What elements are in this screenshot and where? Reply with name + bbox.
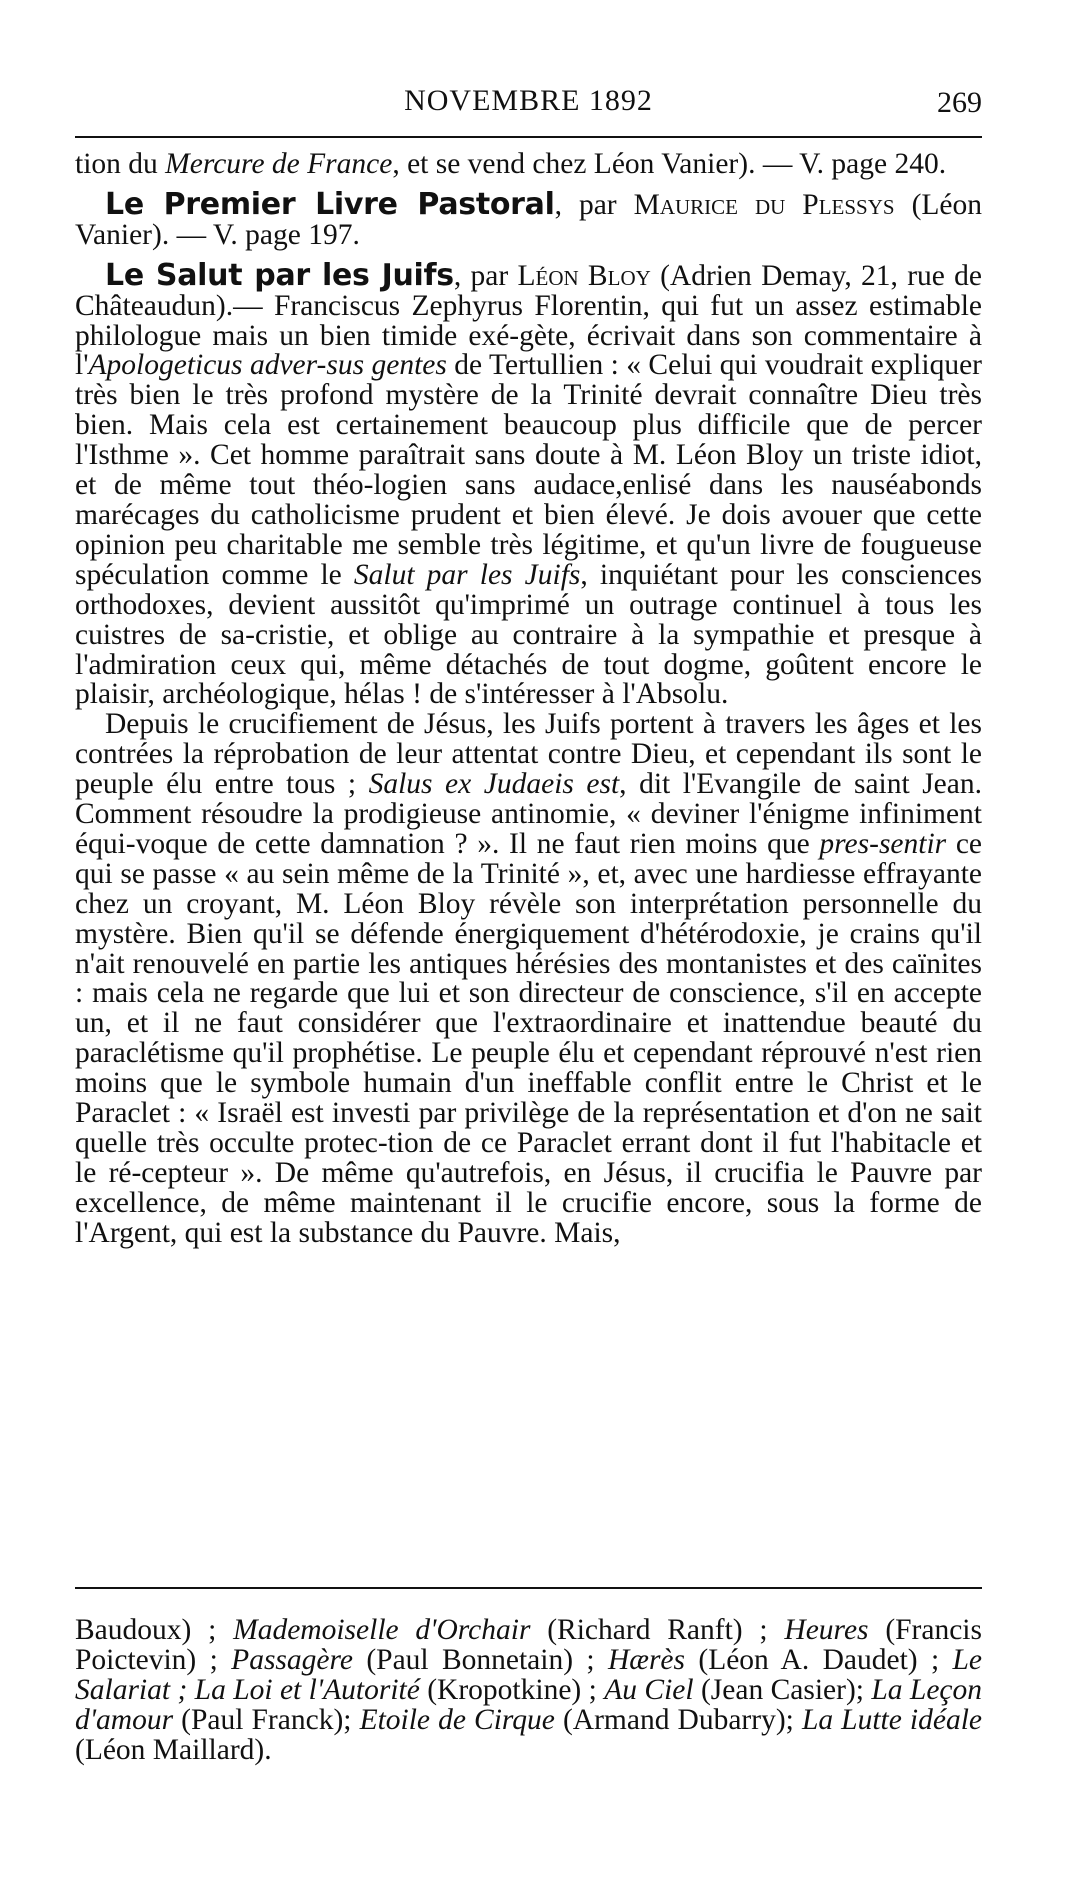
text-run: , dit l'Evangile de saint Jean. Comment résoudre la prodigieuse antinomie, « deviner l'énigme infiniment équi-voque de cette damnation ? ». Il ne faut rien moins que (75, 768, 982, 860)
text-run: (Francis Poictevin) ; (75, 1614, 982, 1676)
italic-title: Le Salariat ; La Loi et l'Autorité (75, 1644, 983, 1706)
italic-word: pres-sentir (819, 827, 947, 860)
italic-title: Salut par les Juifs (353, 558, 581, 591)
book-title: Le Salut par les Juifs (105, 257, 454, 293)
text-run: , inquiétant pour les consciences orthodoxes, devient aussitôt qu'imprimé un outrage continuel à tous les cuistres de sa-cristie, et oblige au contraire à la sympathie et presque à l'admiration ceux qui, même détachés de tout dogme, goûtent encore le plaisir, archéologique, hélas ! de s'intéresser à l'Absolu. (75, 558, 982, 711)
footnote-rule (75, 1587, 982, 1589)
italic-title: Etoile de Cirque (359, 1704, 555, 1736)
text-run: (Adrien Demay, 21, rue de Châteaudun).— Franciscus Zephyrus Florentin, qui fut un assez estimable philologue mais un bien timide exé-gète, écrivait dans son commentaire à l' (75, 259, 982, 382)
text-run: (Armand Dubarry); (554, 1704, 802, 1736)
italic-title: La Lutte idéale (801, 1704, 982, 1736)
footnote (75, 1615, 982, 1765)
text-run: Depuis le crucifiement de Jésus, les Juifs portent à travers les âges et les contrées la réprobation de leur attentat contre Dieu, et cependant ils sont le peuple élu entre tous ; (75, 708, 982, 801)
text-run: tion du (75, 148, 166, 180)
italic-title: Passagère (231, 1644, 353, 1676)
author-name: Maurice du Plessys (633, 188, 895, 221)
header-rule (75, 136, 982, 138)
book-title: Le Premier Livre Pastoral (105, 186, 555, 222)
text-run: (Richard Ranft) ; (530, 1614, 785, 1646)
author-name: Léon Bloy (517, 259, 651, 292)
text-run: Baudoux) ; (75, 1614, 234, 1646)
text-run: (Paul Franck); (173, 1704, 360, 1736)
italic-title: La Leçon d'amour (75, 1674, 982, 1736)
text-run: (Jean Casier); (693, 1674, 872, 1706)
text-run: (Paul Bonnetain) ; (352, 1644, 608, 1676)
italic-quote: Salus ex Judaeis est (368, 768, 620, 801)
running-title: NOVEMBRE 1892 (404, 84, 653, 117)
text-run: (Léon Maillard). (75, 1734, 272, 1766)
text-run: , par (453, 259, 518, 292)
paragraph-depuis (75, 710, 982, 1248)
text-run: de Tertullien : « Celui qui voudrait expliquer très bien le très profond mystère de la Trinité devrait connaître Dieu très bien. Mais cela est certainement beaucoup plus difficile que de percer l'Isthme ». Cet homme paraîtrait sans doute à M. Léon Bloy un triste idiot, et de même tout théo-logien sans audace,enlisé dans les nauséabonds marécages du catholicisme prudent et bien élevé. Je dois avouer que cette opinion peu charitable me semble très légitime, et qu'un livre de fougueuse spéculation comme le (75, 349, 982, 591)
footnote-paragraph (75, 1615, 982, 1765)
italic-title: Heures (784, 1614, 869, 1646)
text-run: ce qui se passe « au sein même de la Trinité », et, avec une hardiesse effrayante chez un croyant, M. Léon Bloy révèle son interprétation personnelle du mystère. Bien qu'il se défende énergiquement d'hétérodoxie, je crains qu'il n'ait renouvelé en partie les antiques hérésies des montanistes et des caïnites : mais cela ne regarde que lui et son directeur de conscience, s'il en accepte un, et il ne faut considérer que l'extraordinaire et inattendue beauté du paraclétisme qu'il prophétise. Le peuple élu et cependant réprouvé n'est rien moins que le symbole humain d'un ineffable conflit entre le Christ et le Paraclet : « Israël est investi par privilège de la représentation et d'on ne sait quelle très occulte protec-tion de ce Paraclet errant dont il fut l'habitacle et le ré-cepteur ». De même qu'autrefois, en Jésus, il crucifia le Pauvre par excellence, de même maintenant il le crucifie encore, sous la forme de l'Argent, qui est la substance du Pauvre. Mais, (75, 827, 983, 1249)
main-text (75, 150, 982, 1249)
running-head (75, 84, 982, 124)
text-run: (Léon A. Daudet) ; (685, 1644, 953, 1676)
italic-title: Hærès (607, 1644, 686, 1676)
page-number: 269 (937, 86, 982, 119)
text-run: , par (554, 188, 634, 221)
entry-premier-livre (75, 186, 982, 251)
text-run: , et se vend chez Léon Vanier). — V. page 240. (392, 148, 947, 180)
journal-title: Mercure de France (165, 148, 393, 180)
entry-salut-par-les-juifs (75, 257, 982, 711)
text-run: (Léon Vanier). — V. page 197. (75, 188, 982, 251)
text-run: (Kropotkine) ; (419, 1674, 605, 1706)
italic-title: Mademoiselle d'Orchair (233, 1614, 531, 1646)
italic-title: Au Ciel (604, 1674, 694, 1706)
italic-title: Apologeticus adver-sus gentes (88, 349, 447, 382)
continuation-paragraph (75, 150, 982, 180)
